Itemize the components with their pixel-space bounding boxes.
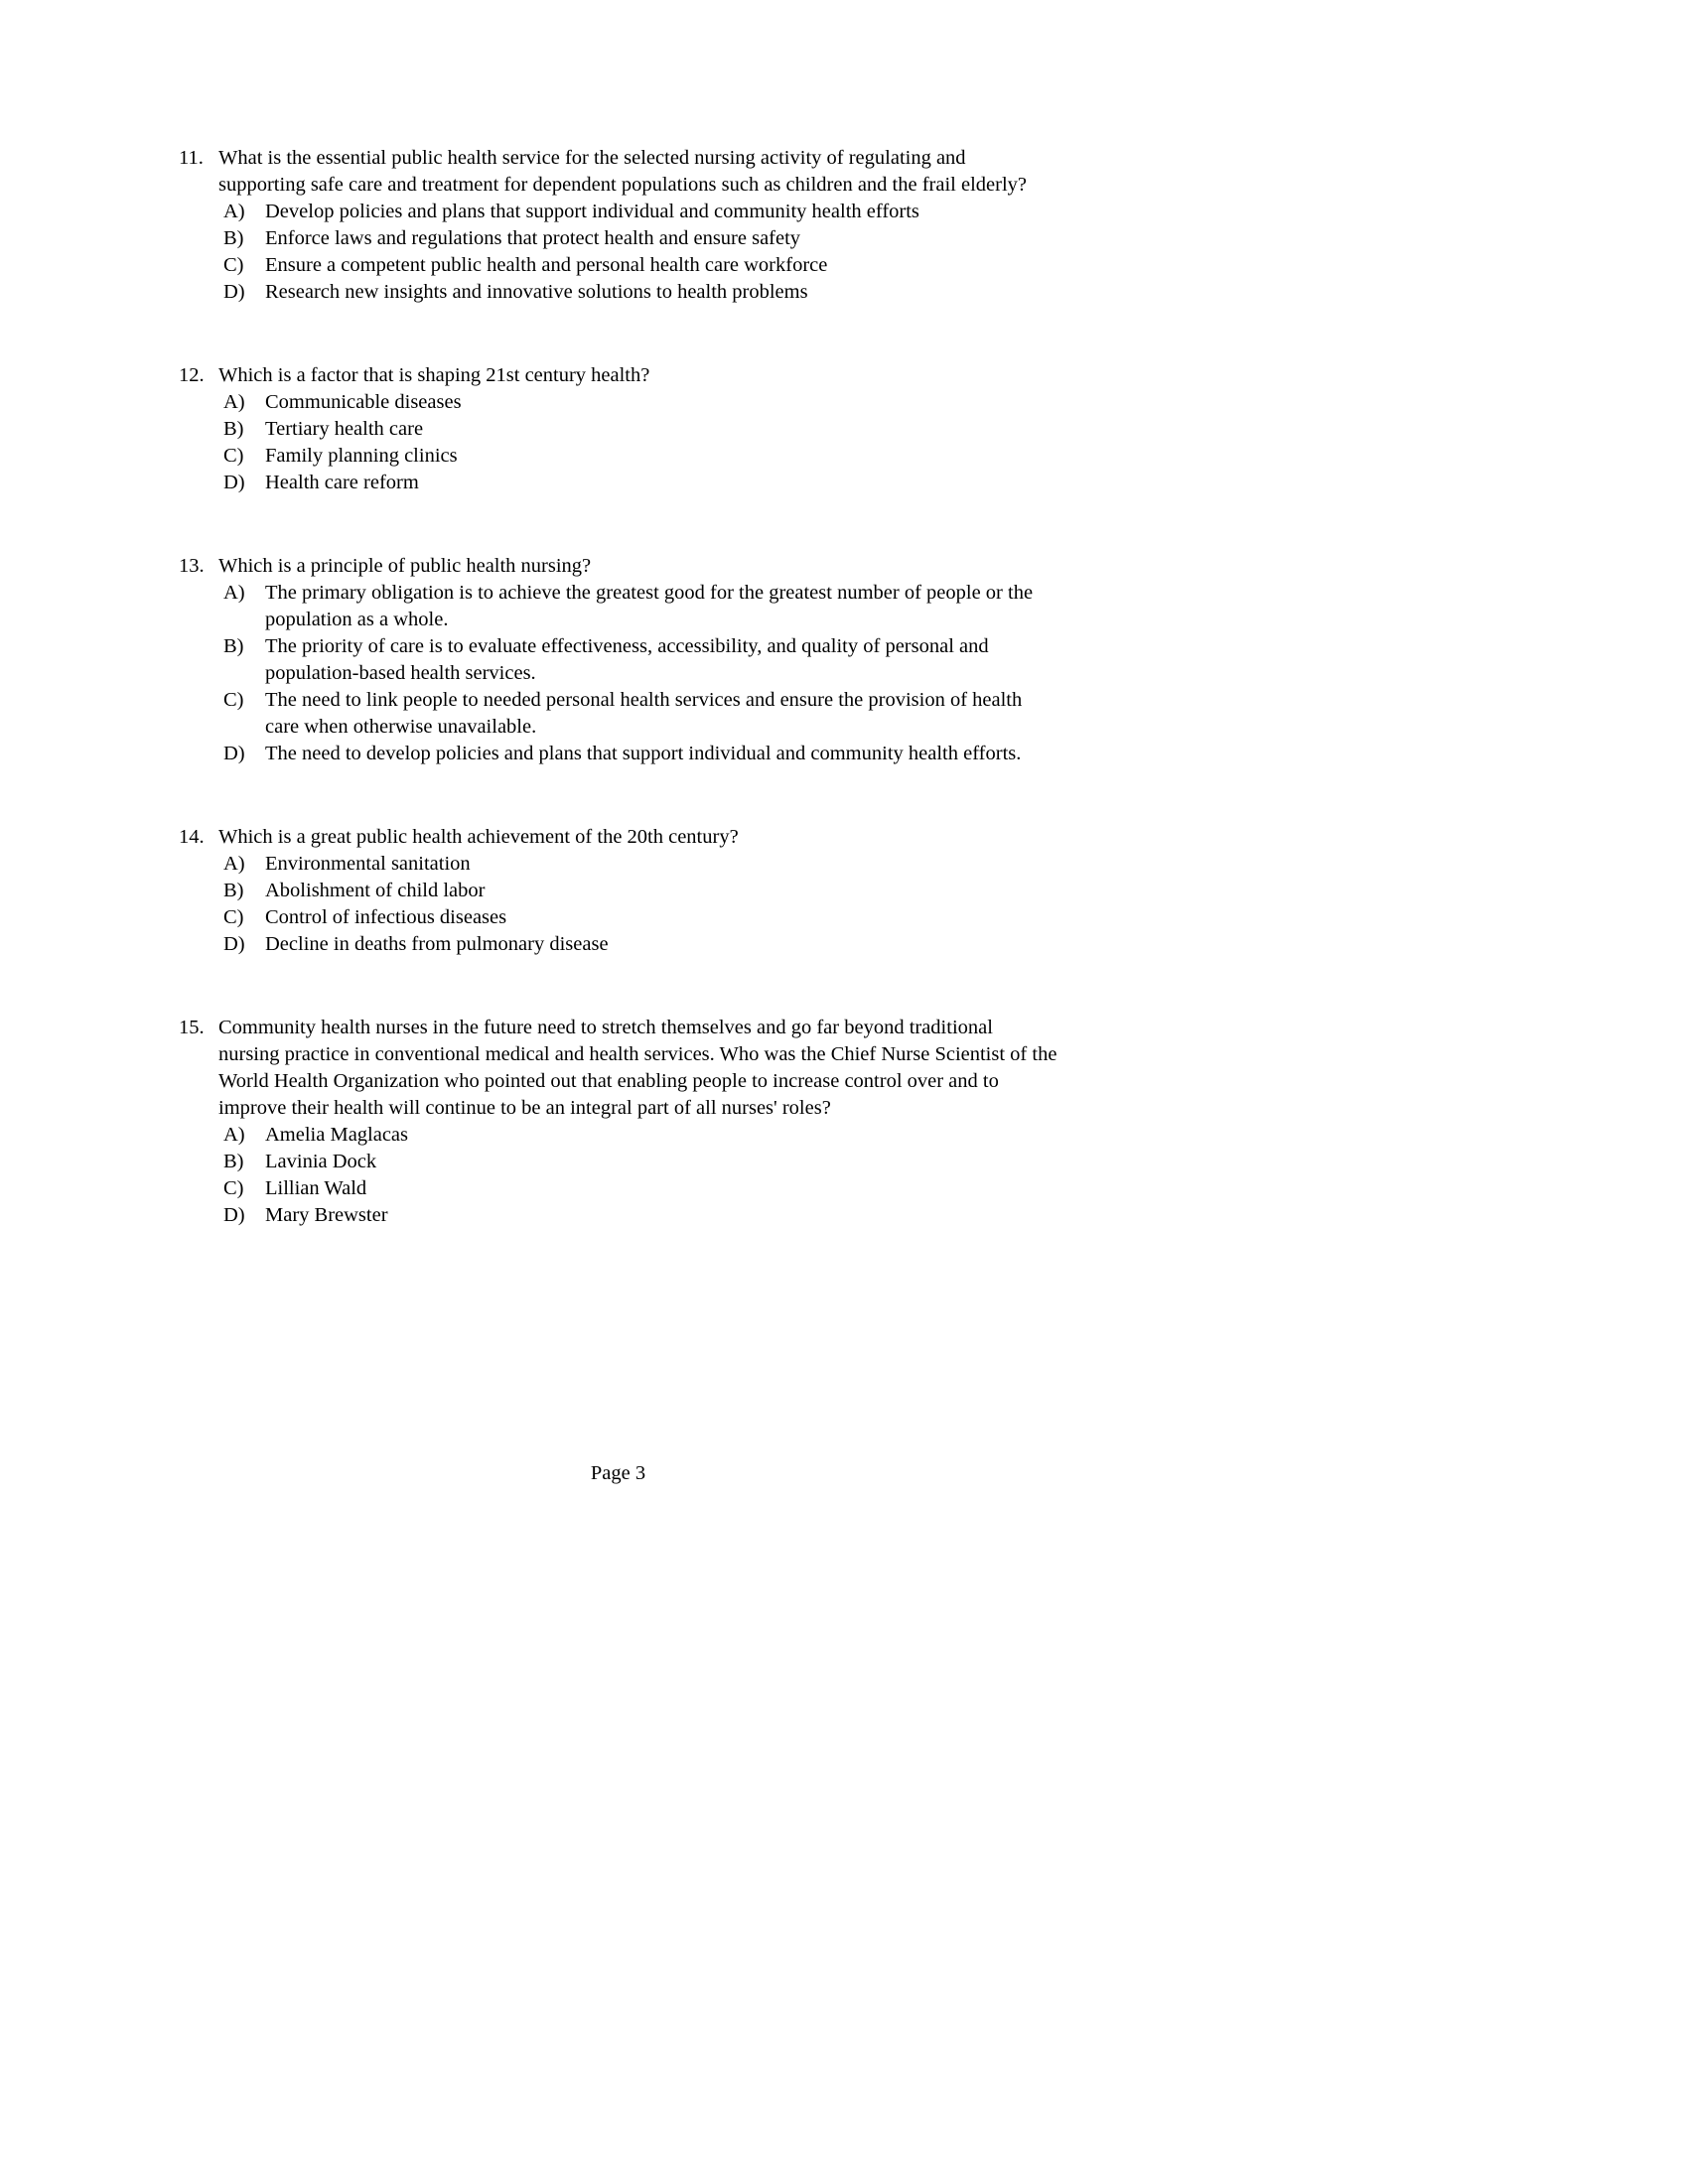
- option-text: Health care reform: [265, 472, 419, 493]
- question-row: [179, 145, 1057, 199]
- option-row: [179, 279, 1057, 306]
- option-letter: C): [223, 906, 244, 928]
- option-list: [179, 389, 1057, 496]
- question-row: [179, 553, 1057, 580]
- page-footer: [179, 1460, 1057, 1487]
- option-letter: D): [223, 1204, 245, 1226]
- option-text: Decline in deaths from pulmonary disease: [265, 933, 609, 955]
- option-letter: D): [223, 472, 245, 493]
- option-text: Mary Brewster: [265, 1204, 388, 1226]
- option-row: [179, 389, 1057, 416]
- option-text: Enforce laws and regulations that protect health and ensure safety: [265, 227, 801, 249]
- option-text: Research new insights and innovative solutions to health problems: [265, 281, 808, 303]
- question-block-14: [179, 824, 1057, 958]
- option-row: [179, 470, 1057, 496]
- option-text: Communicable diseases: [265, 391, 462, 413]
- option-row: [179, 416, 1057, 443]
- option-letter: A): [223, 582, 245, 604]
- question-text: What is the essential public health service for the selected nursing activity of regulating and supporting safe care and treatment for dependent populations such as children and the frail elderly?: [218, 147, 1028, 196]
- option-letter: A): [223, 201, 245, 222]
- question-row: [179, 362, 1057, 389]
- option-letter: B): [223, 880, 244, 901]
- option-text: Amelia Maglacas: [265, 1124, 409, 1146]
- question-number: 13.: [179, 555, 205, 577]
- option-row: [179, 931, 1057, 958]
- option-row: [179, 580, 1057, 633]
- question-text: Which is a principle of public health nursing?: [218, 555, 592, 577]
- option-letter: B): [223, 227, 244, 249]
- option-text: Abolishment of child labor: [265, 880, 486, 901]
- question-number: 11.: [179, 147, 204, 169]
- option-row: [179, 1202, 1057, 1229]
- option-row: [179, 851, 1057, 878]
- option-row: [179, 199, 1057, 225]
- option-row: [179, 878, 1057, 904]
- question-number: 15.: [179, 1017, 205, 1038]
- option-list: [179, 199, 1057, 306]
- option-row: [179, 741, 1057, 767]
- option-letter: D): [223, 281, 245, 303]
- option-row: [179, 1175, 1057, 1202]
- option-text: Family planning clinics: [265, 445, 458, 467]
- option-letter: C): [223, 689, 244, 711]
- option-row: [179, 252, 1057, 279]
- question-block-12: [179, 362, 1057, 496]
- option-text: Control of infectious diseases: [265, 906, 507, 928]
- option-letter: B): [223, 418, 244, 440]
- option-letter: C): [223, 1177, 244, 1199]
- option-list: [179, 580, 1057, 767]
- question-block-13: [179, 553, 1057, 767]
- option-letter: D): [223, 933, 245, 955]
- page-number: Page 3: [590, 1462, 646, 1484]
- page-body: [179, 145, 1057, 1286]
- option-letter: A): [223, 391, 245, 413]
- option-text: The need to link people to needed personal health services and ensure the provision of health care when otherwise unavailable.: [265, 689, 1023, 738]
- option-text: Lavinia Dock: [265, 1151, 377, 1172]
- question-block-15: [179, 1015, 1057, 1229]
- option-row: [179, 1122, 1057, 1149]
- option-text: The primary obligation is to achieve the greatest good for the greatest number of people or the population as a whole.: [265, 582, 1034, 630]
- option-row: [179, 687, 1057, 741]
- option-text: Lillian Wald: [265, 1177, 367, 1199]
- option-text: Environmental sanitation: [265, 853, 471, 875]
- option-list: [179, 1122, 1057, 1229]
- option-row: [179, 904, 1057, 931]
- option-text: Develop policies and plans that support individual and community health efforts: [265, 201, 919, 222]
- option-row: [179, 1149, 1057, 1175]
- question-row: [179, 1015, 1057, 1122]
- option-letter: A): [223, 1124, 245, 1146]
- option-text: The priority of care is to evaluate effectiveness, accessibility, and quality of personal and population-based health services.: [265, 635, 989, 684]
- option-letter: B): [223, 1151, 244, 1172]
- option-text: Ensure a competent public health and personal health care workforce: [265, 254, 828, 276]
- option-row: [179, 633, 1057, 687]
- option-list: [179, 851, 1057, 958]
- question-text: Community health nurses in the future need to stretch themselves and go far beyond traditional nursing practice in conventional medical and health services. Who was the Chief Nurse Scientist of the World Health Organization who pointed out that enabling people to increase control over and to improve their health will continue to be an integral part of all nurses' roles?: [218, 1017, 1057, 1119]
- question-block-11: [179, 145, 1057, 306]
- option-row: [179, 443, 1057, 470]
- option-letter: C): [223, 445, 244, 467]
- question-text: Which is a great public health achievement of the 20th century?: [218, 826, 739, 848]
- option-letter: D): [223, 743, 245, 764]
- option-row: [179, 225, 1057, 252]
- question-row: [179, 824, 1057, 851]
- option-letter: A): [223, 853, 245, 875]
- option-text: The need to develop policies and plans that support individual and community health efforts.: [265, 743, 1022, 764]
- option-letter: B): [223, 635, 244, 657]
- question-text: Which is a factor that is shaping 21st century health?: [218, 364, 650, 386]
- option-letter: C): [223, 254, 244, 276]
- question-number: 12.: [179, 364, 205, 386]
- question-number: 14.: [179, 826, 205, 848]
- option-text: Tertiary health care: [265, 418, 424, 440]
